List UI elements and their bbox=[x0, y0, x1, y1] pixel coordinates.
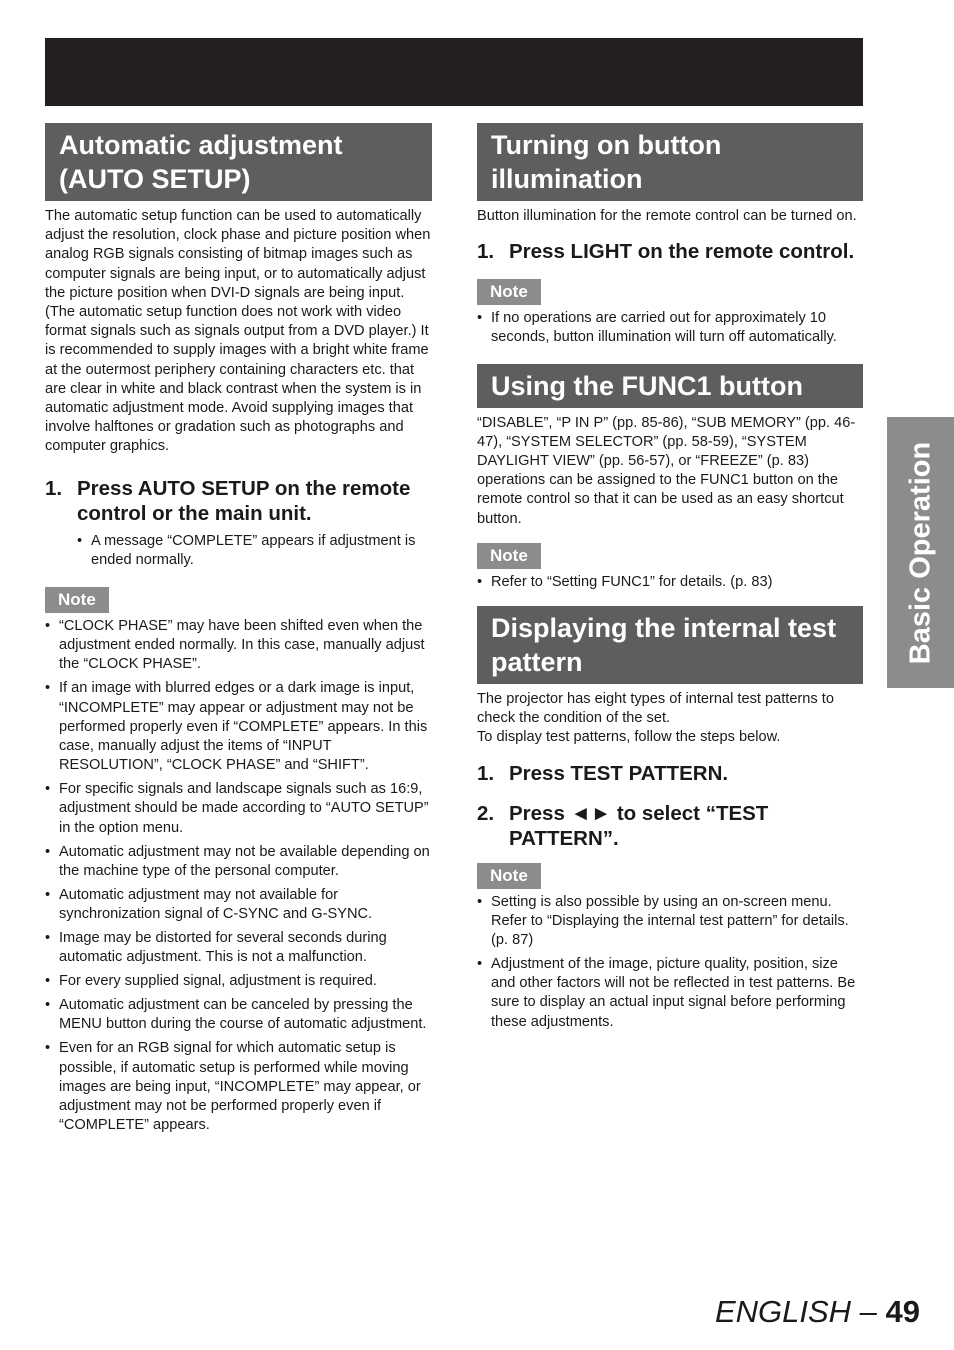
illumination-notes bbox=[477, 309, 863, 347]
page-number: 49 bbox=[885, 1294, 920, 1329]
bullet-icon: • bbox=[45, 886, 51, 903]
note-item: • Adjustment of the image, picture quality, position, size and other factors will not be reflected in test patterns. Be sure to display an actual input signal before performing these adjustments. bbox=[477, 955, 863, 1032]
step-text: Press TEST PATTERN. bbox=[509, 761, 729, 785]
bullet-icon: • bbox=[477, 956, 483, 973]
test-pattern-notes bbox=[477, 893, 863, 1032]
chapter-tab bbox=[887, 417, 954, 688]
note-label: Note bbox=[45, 587, 109, 613]
step-text: Press LIGHT on the remote control. bbox=[509, 240, 855, 264]
step-number: 2. bbox=[477, 801, 495, 825]
section-title-func1: Using the FUNC1 button bbox=[477, 364, 863, 408]
bullet-icon: • bbox=[77, 532, 83, 549]
auto-setup-notes bbox=[45, 617, 432, 1135]
section-title-auto-setup: Automatic adjustment (AUTO SETUP) bbox=[45, 123, 432, 201]
bullet-icon: • bbox=[45, 618, 51, 635]
right-column bbox=[477, 123, 863, 1037]
bullet-icon: • bbox=[45, 973, 51, 990]
auto-setup-step-1-detail bbox=[77, 532, 432, 570]
note-item: • Automatic adjustment can be canceled by pressing the MENU button during the course of automatic adjustment. bbox=[45, 996, 432, 1034]
bullet-icon: • bbox=[477, 573, 483, 590]
bullet-icon: • bbox=[45, 930, 51, 947]
test-pattern-step-1 bbox=[477, 761, 863, 786]
header-bar bbox=[45, 38, 863, 106]
illumination-step-1 bbox=[477, 239, 863, 264]
note-item: • Automatic adjustment may not available for synchronization signal of C-SYNC and G-SYNC. bbox=[45, 886, 432, 924]
section-title-button-illumination: Turning on button illumination bbox=[477, 123, 863, 201]
note-item: • “CLOCK PHASE” may have been shifted even when the adjustment ended normally. In this case, manually adjust the “CLOCK PHASE”. bbox=[45, 617, 432, 675]
chapter-tab-label: Basic Operation bbox=[904, 441, 936, 664]
section-title-test-pattern: Displaying the internal test pattern bbox=[477, 606, 863, 684]
bullet-icon: • bbox=[45, 997, 51, 1014]
note-item: • Setting is also possible by using an on-screen menu. Refer to “Displaying the internal test pattern” for details. (p. 87) bbox=[477, 893, 863, 951]
note-item: • For specific signals and landscape signals such as 16:9, adjustment should be made according to “AUTO SETUP” in the option menu. bbox=[45, 780, 432, 838]
note-label: Note bbox=[477, 543, 541, 569]
note-item: • For every supplied signal, adjustment is required. bbox=[45, 972, 432, 991]
test-pattern-step-2 bbox=[477, 801, 863, 851]
illumination-intro: Button illumination for the remote control can be turned on. bbox=[477, 208, 857, 224]
note-item: • Refer to “Setting FUNC1” for details. (p. 83) bbox=[477, 573, 863, 592]
auto-setup-step-1 bbox=[45, 476, 432, 526]
note-item: • Image may be distorted for several seconds during automatic adjustment. This is not a malfunction. bbox=[45, 929, 432, 967]
bullet-icon: • bbox=[45, 843, 51, 860]
step-text: Press ◄► to select “TEST PATTERN”. bbox=[509, 801, 769, 850]
note-item: • Automatic adjustment may not be available depending on the machine type of the personal computer. bbox=[45, 843, 432, 881]
step-number: 1. bbox=[45, 476, 63, 500]
func1-notes bbox=[477, 573, 863, 592]
note-label: Note bbox=[477, 279, 541, 305]
bullet-icon: • bbox=[45, 680, 51, 697]
step-text: Press AUTO SETUP on the remote control or the main unit. bbox=[77, 476, 411, 525]
bullet-icon: • bbox=[477, 310, 483, 327]
note-item: • If an image with blurred edges or a dark image is input, “INCOMPLETE” may appear or adjustment may not be performed properly even if “COMPLETE” appears. In this case, manually adjust the items of “INPUT RESOLUTION”, “CLOCK PHASE” and “SHIFT”. bbox=[45, 679, 432, 775]
test-pattern-instructions: To display test patterns, follow the steps below. bbox=[477, 729, 781, 746]
bullet-icon: • bbox=[477, 893, 483, 910]
note-item: • If no operations are carried out for approximately 10 seconds, button illumination will turn off automatically. bbox=[477, 309, 863, 347]
step-number: 1. bbox=[477, 761, 495, 785]
func1-intro: “DISABLE”, “P IN P” (pp. 85-86), “SUB MEMORY” (pp. 46-47), “SYSTEM SELECTOR” (pp. 58-59), “SYSTEM DAYLIGHT VIEW” (pp. 56-57), or “FREEZE” (p. 83) operations can be assigned to the FUNC1 button on the remote control so that it can be used as an easy shortcut button. bbox=[477, 414, 856, 527]
detail-text: A message “COMPLETE” appears if adjustment is ended normally. bbox=[91, 532, 416, 568]
step-number: 1. bbox=[477, 240, 495, 264]
auto-setup-intro: The automatic setup function can be used to automatically adjust the resolution, clock phase and picture position when analog RGB signals consisting of bitmap images such as computer signals are being input, or to automatically adjust the picture position when DVI-D signals are being input. (The automatic setup function does not work with video format signals such as signals output from a DVD player.) It is recommended to supply images with a bright white frame at the outermost periphery containing characters etc. that are clear in white and black contrast when the system is in automatic adjustment mode. Avoid supplying images that involve halftones or gradation such as photographs and computer graphics. bbox=[45, 208, 431, 455]
note-item: • Even for an RGB signal for which automatic setup is possible, if automatic setup is performed while moving images are being input, “INCOMPLETE” may appear, or adjustment may not be performed properly even if “COMPLETE” appears. bbox=[45, 1039, 432, 1135]
footer-language: ENGLISH – bbox=[714, 1294, 877, 1329]
left-column bbox=[45, 123, 432, 1140]
page-footer bbox=[715, 1292, 920, 1332]
note-label: Note bbox=[477, 863, 541, 889]
bullet-icon: • bbox=[45, 1040, 51, 1057]
bullet-icon: • bbox=[45, 781, 51, 798]
test-pattern-intro: The projector has eight types of internal test patterns to check the condition of the set. bbox=[477, 691, 834, 727]
